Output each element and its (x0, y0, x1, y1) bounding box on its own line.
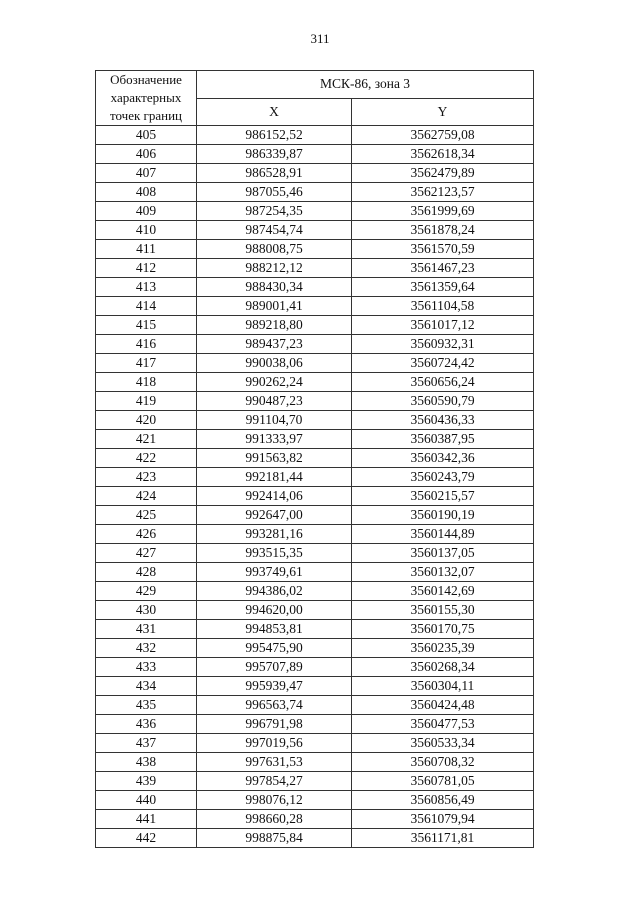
y-coordinate-cell: 3560533,34 (352, 734, 534, 753)
y-coordinate-cell: 3560137,05 (352, 544, 534, 563)
point-number-cell: 416 (96, 335, 197, 354)
x-coordinate-cell: 990262,24 (197, 373, 352, 392)
point-number-cell: 439 (96, 772, 197, 791)
x-coordinate-cell: 987454,74 (197, 221, 352, 240)
table-row (96, 487, 534, 506)
point-number-cell: 435 (96, 696, 197, 715)
y-coordinate-cell: 3561878,24 (352, 221, 534, 240)
point-number-cell: 429 (96, 582, 197, 601)
point-number-cell: 423 (96, 468, 197, 487)
x-coordinate-cell: 998076,12 (197, 791, 352, 810)
header-coordinate-system: МСК-86, зона 3 (197, 71, 534, 99)
y-coordinate-cell: 3560304,11 (352, 677, 534, 696)
x-coordinate-cell: 993749,61 (197, 563, 352, 582)
point-number-cell: 442 (96, 829, 197, 848)
table-row (96, 791, 534, 810)
table-row (96, 316, 534, 335)
x-coordinate-cell: 992181,44 (197, 468, 352, 487)
x-coordinate-cell: 997019,56 (197, 734, 352, 753)
point-number-cell: 426 (96, 525, 197, 544)
point-number-cell: 410 (96, 221, 197, 240)
y-coordinate-cell: 3561359,64 (352, 278, 534, 297)
x-coordinate-cell: 997631,53 (197, 753, 352, 772)
x-coordinate-cell: 989218,80 (197, 316, 352, 335)
point-number-cell: 425 (96, 506, 197, 525)
point-number-cell: 407 (96, 164, 197, 183)
table-row (96, 677, 534, 696)
x-coordinate-cell: 989001,41 (197, 297, 352, 316)
x-coordinate-cell: 998660,28 (197, 810, 352, 829)
y-coordinate-cell: 3560235,39 (352, 639, 534, 658)
y-coordinate-cell: 3560215,57 (352, 487, 534, 506)
table-row (96, 772, 534, 791)
x-coordinate-cell: 988008,75 (197, 240, 352, 259)
point-number-cell: 438 (96, 753, 197, 772)
y-coordinate-cell: 3560724,42 (352, 354, 534, 373)
y-coordinate-cell: 3560932,31 (352, 335, 534, 354)
table-row (96, 582, 534, 601)
x-coordinate-cell: 995475,90 (197, 639, 352, 658)
table-row (96, 392, 534, 411)
y-coordinate-cell: 3561017,12 (352, 316, 534, 335)
table-row (96, 696, 534, 715)
page-number: 311 (310, 31, 330, 46)
header-point-designation (96, 71, 197, 126)
coordinates-table (95, 70, 534, 848)
point-number-cell: 413 (96, 278, 197, 297)
y-coordinate-cell: 3560477,53 (352, 715, 534, 734)
y-coordinate-cell: 3560170,75 (352, 620, 534, 639)
x-coordinate-cell: 986152,52 (197, 126, 352, 145)
y-coordinate-cell: 3560142,69 (352, 582, 534, 601)
x-coordinate-cell: 992414,06 (197, 487, 352, 506)
x-coordinate-cell: 996563,74 (197, 696, 352, 715)
y-coordinate-cell: 3560708,32 (352, 753, 534, 772)
table-row (96, 468, 534, 487)
y-coordinate-cell: 3562479,89 (352, 164, 534, 183)
point-number-cell: 433 (96, 658, 197, 677)
table-row (96, 449, 534, 468)
y-coordinate-cell: 3561467,23 (352, 259, 534, 278)
table-row (96, 601, 534, 620)
point-number-cell: 409 (96, 202, 197, 221)
y-coordinate-cell: 3560781,05 (352, 772, 534, 791)
x-coordinate-cell: 997854,27 (197, 772, 352, 791)
y-coordinate-cell: 3561171,81 (352, 829, 534, 848)
point-number-cell: 418 (96, 373, 197, 392)
table-row (96, 430, 534, 449)
x-coordinate-cell: 988212,12 (197, 259, 352, 278)
y-coordinate-cell: 3561104,58 (352, 297, 534, 316)
header-point-line-2: характерных (110, 90, 182, 105)
x-coordinate-cell: 994386,02 (197, 582, 352, 601)
x-coordinate-cell: 987055,46 (197, 183, 352, 202)
y-coordinate-cell: 3560190,19 (352, 506, 534, 525)
table-row (96, 829, 534, 848)
point-number-cell: 417 (96, 354, 197, 373)
point-number-cell: 415 (96, 316, 197, 335)
point-number-cell: 431 (96, 620, 197, 639)
x-coordinate-cell: 993515,35 (197, 544, 352, 563)
table-row (96, 373, 534, 392)
x-coordinate-cell: 991563,82 (197, 449, 352, 468)
y-coordinate-cell: 3560155,30 (352, 601, 534, 620)
point-number-cell: 440 (96, 791, 197, 810)
x-coordinate-cell: 995939,47 (197, 677, 352, 696)
header-row-system (96, 71, 534, 99)
point-number-cell: 428 (96, 563, 197, 582)
x-coordinate-cell: 994620,00 (197, 601, 352, 620)
point-number-cell: 422 (96, 449, 197, 468)
point-number-cell: 441 (96, 810, 197, 829)
table-row (96, 126, 534, 145)
header-point-line-1: Обозначение (110, 72, 182, 87)
point-number-cell: 414 (96, 297, 197, 316)
point-number-cell: 412 (96, 259, 197, 278)
x-coordinate-cell: 996791,98 (197, 715, 352, 734)
x-coordinate-cell: 993281,16 (197, 525, 352, 544)
table-row (96, 240, 534, 259)
table-row (96, 278, 534, 297)
x-coordinate-cell: 988430,34 (197, 278, 352, 297)
point-number-cell: 437 (96, 734, 197, 753)
y-coordinate-cell: 3562759,08 (352, 126, 534, 145)
table-row (96, 639, 534, 658)
table-row (96, 525, 534, 544)
y-coordinate-cell: 3560590,79 (352, 392, 534, 411)
point-number-cell: 427 (96, 544, 197, 563)
y-coordinate-cell: 3560856,49 (352, 791, 534, 810)
table-row (96, 354, 534, 373)
point-number-cell: 420 (96, 411, 197, 430)
y-coordinate-cell: 3560144,89 (352, 525, 534, 544)
y-coordinate-cell: 3560424,48 (352, 696, 534, 715)
x-coordinate-cell: 990487,23 (197, 392, 352, 411)
table-row (96, 221, 534, 240)
y-coordinate-cell: 3560268,34 (352, 658, 534, 677)
point-number-cell: 424 (96, 487, 197, 506)
point-number-cell: 421 (96, 430, 197, 449)
x-coordinate-cell: 987254,35 (197, 202, 352, 221)
x-coordinate-cell: 990038,06 (197, 354, 352, 373)
table-row (96, 544, 534, 563)
x-coordinate-cell: 991104,70 (197, 411, 352, 430)
y-coordinate-cell: 3561079,94 (352, 810, 534, 829)
header-y: Y (352, 98, 534, 126)
table-row (96, 164, 534, 183)
y-coordinate-cell: 3561999,69 (352, 202, 534, 221)
point-number-cell: 408 (96, 183, 197, 202)
header-point-line-3: точек границ (109, 108, 183, 123)
header-x: X (197, 98, 352, 126)
y-coordinate-cell: 3560387,95 (352, 430, 534, 449)
y-coordinate-cell: 3562123,57 (352, 183, 534, 202)
y-coordinate-cell: 3560436,33 (352, 411, 534, 430)
table-row (96, 563, 534, 582)
table-row (96, 259, 534, 278)
table-row (96, 297, 534, 316)
x-coordinate-cell: 986339,87 (197, 145, 352, 164)
y-coordinate-cell: 3560243,79 (352, 468, 534, 487)
table-row (96, 715, 534, 734)
table-row (96, 335, 534, 354)
point-number-cell: 419 (96, 392, 197, 411)
point-number-cell: 411 (96, 240, 197, 259)
table-row (96, 183, 534, 202)
x-coordinate-cell: 992647,00 (197, 506, 352, 525)
point-number-cell: 432 (96, 639, 197, 658)
table-body (96, 126, 534, 848)
y-coordinate-cell: 3560342,36 (352, 449, 534, 468)
x-coordinate-cell: 986528,91 (197, 164, 352, 183)
x-coordinate-cell: 995707,89 (197, 658, 352, 677)
table-row (96, 810, 534, 829)
point-number-cell: 430 (96, 601, 197, 620)
table-row (96, 202, 534, 221)
x-coordinate-cell: 989437,23 (197, 335, 352, 354)
table-row (96, 734, 534, 753)
x-coordinate-cell: 998875,84 (197, 829, 352, 848)
y-coordinate-cell: 3561570,59 (352, 240, 534, 259)
x-coordinate-cell: 991333,97 (197, 430, 352, 449)
point-number-cell: 406 (96, 145, 197, 164)
table-row (96, 753, 534, 772)
y-coordinate-cell: 3560132,07 (352, 563, 534, 582)
table-row (96, 411, 534, 430)
point-number-cell: 434 (96, 677, 197, 696)
table-row (96, 658, 534, 677)
x-coordinate-cell: 994853,81 (197, 620, 352, 639)
point-number-cell: 405 (96, 126, 197, 145)
y-coordinate-cell: 3560656,24 (352, 373, 534, 392)
table-row (96, 506, 534, 525)
y-coordinate-cell: 3562618,34 (352, 145, 534, 164)
table-row (96, 145, 534, 164)
point-number-cell: 436 (96, 715, 197, 734)
table-row (96, 620, 534, 639)
